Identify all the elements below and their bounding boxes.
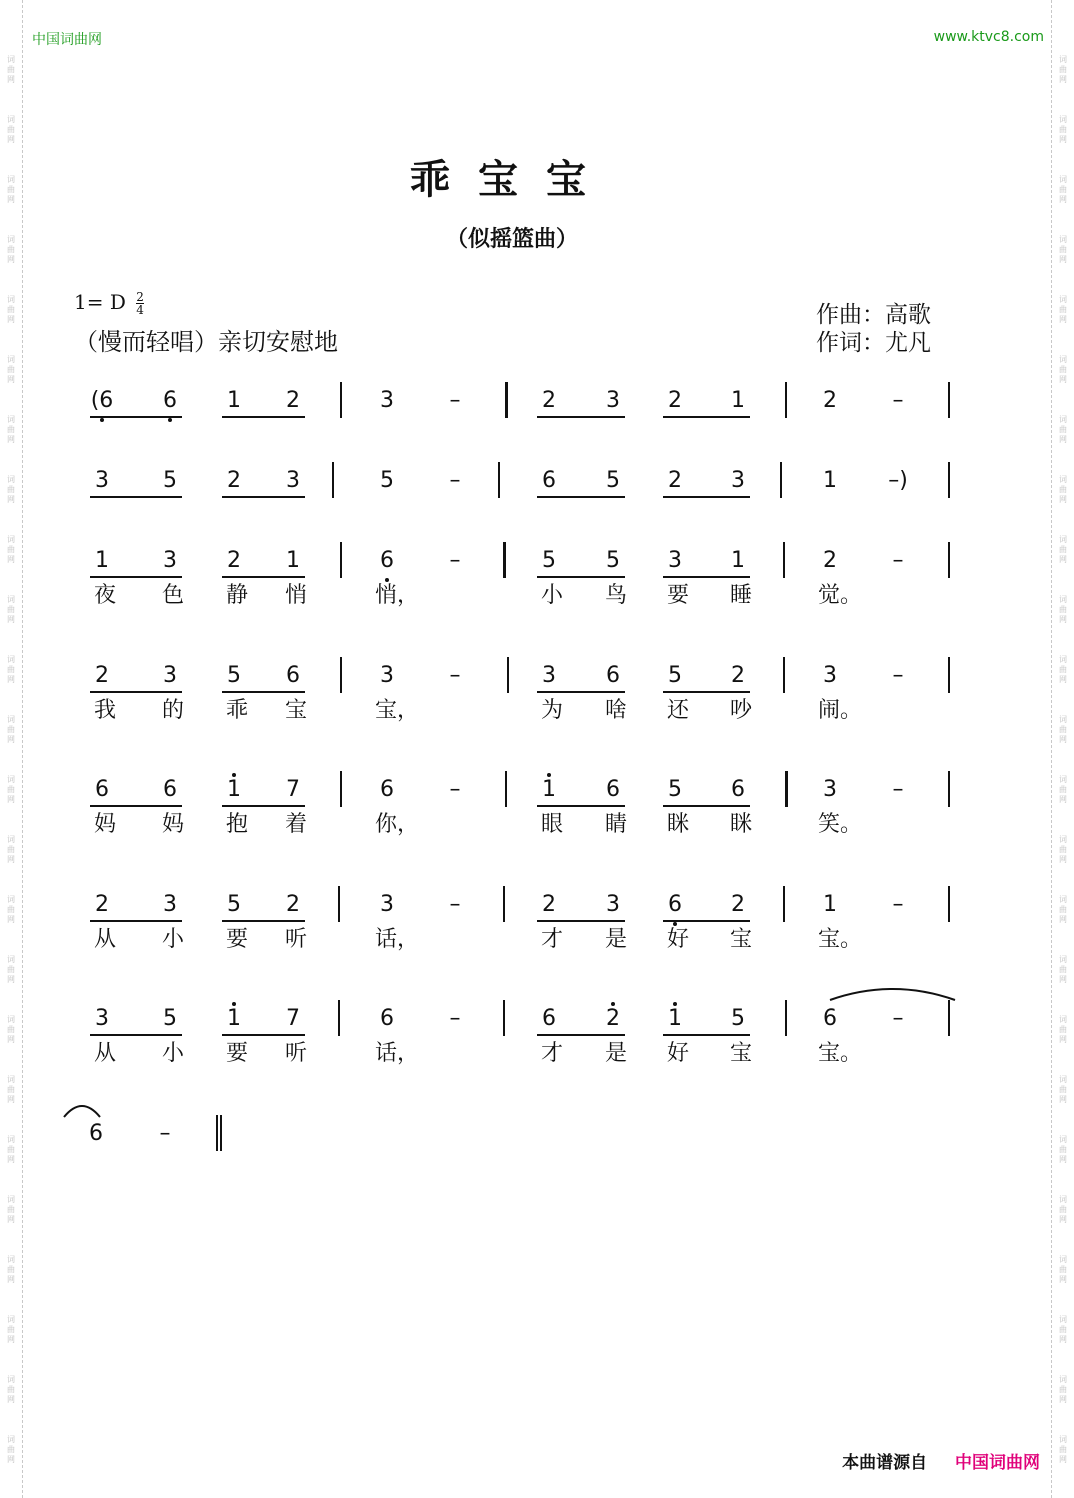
bar-line bbox=[498, 462, 500, 498]
bar-line bbox=[948, 657, 950, 693]
lyric-char: 宝 bbox=[729, 927, 752, 952]
watermark-mark: 词 曲 网 bbox=[7, 175, 15, 204]
score-note: 1 bbox=[731, 388, 745, 413]
watermark-mark: 词 曲 网 bbox=[1059, 1015, 1067, 1044]
lyric-char: 是 bbox=[604, 1041, 627, 1066]
score-note: 1 bbox=[227, 388, 241, 413]
score-note: 3 bbox=[606, 388, 620, 413]
score-note: 5 bbox=[380, 468, 394, 493]
eighth-note-beam bbox=[537, 691, 625, 693]
watermark-mark: 词 曲 网 bbox=[1059, 1375, 1067, 1404]
key-label: 1= D bbox=[74, 290, 126, 314]
score-note: 2 bbox=[668, 468, 682, 493]
song-subtitle: （似摇篮曲） bbox=[445, 226, 578, 252]
watermark-mark: 词 曲 网 bbox=[1059, 1315, 1067, 1344]
score-note: 1 bbox=[823, 468, 837, 493]
eighth-note-beam bbox=[222, 920, 305, 922]
lyric-char: 听 bbox=[284, 1041, 307, 1066]
watermark-mark: 词 曲 网 bbox=[1059, 895, 1067, 924]
watermark-mark: 词 曲 网 bbox=[1059, 175, 1067, 204]
score-note: – bbox=[449, 468, 461, 493]
footer-source bbox=[842, 1448, 1040, 1473]
watermark-mark: 词 曲 网 bbox=[7, 115, 15, 144]
lyric-char: 笑。 bbox=[818, 812, 863, 837]
watermark-mark: 词 曲 网 bbox=[1059, 1435, 1067, 1464]
lyricist-credit: 作词：尤凡 bbox=[816, 330, 931, 356]
watermark-mark: 词 曲 网 bbox=[7, 955, 15, 984]
eighth-note-beam bbox=[222, 691, 305, 693]
eighth-note-beam bbox=[90, 1034, 182, 1036]
bar-line bbox=[340, 771, 342, 807]
watermark-mark: 词 曲 网 bbox=[1059, 595, 1067, 624]
eighth-note-beam bbox=[663, 691, 750, 693]
lyric-char: 为 bbox=[540, 698, 563, 723]
lyric-char: 还 bbox=[666, 698, 689, 723]
watermark-mark: 词 曲 网 bbox=[7, 1255, 15, 1284]
watermark-mark: 词 曲 网 bbox=[7, 895, 15, 924]
score-row bbox=[0, 1121, 1074, 1181]
eighth-note-beam bbox=[90, 691, 182, 693]
eighth-note-beam bbox=[537, 576, 625, 578]
score-note: 2 bbox=[731, 663, 745, 688]
bar-line bbox=[785, 1000, 787, 1036]
score-note: 1 bbox=[537, 777, 561, 803]
bar-line bbox=[340, 657, 342, 693]
score-row bbox=[0, 468, 1074, 528]
bar-line bbox=[340, 382, 342, 418]
bar-line bbox=[338, 886, 340, 922]
watermark-mark: 词 曲 网 bbox=[7, 715, 15, 744]
eighth-note-beam bbox=[537, 805, 625, 807]
eighth-note-beam bbox=[222, 496, 305, 498]
watermark-mark: 词 曲 网 bbox=[7, 655, 15, 684]
lyric-char: 你， bbox=[375, 812, 420, 837]
watermark-mark: 词 曲 网 bbox=[1059, 235, 1067, 264]
lyric-char: 色 bbox=[161, 583, 184, 608]
tie-arc-end-path bbox=[64, 1106, 100, 1117]
watermark-mark: 词 曲 网 bbox=[1059, 115, 1067, 144]
lyric-char: 悄， bbox=[375, 583, 420, 608]
score-row bbox=[0, 388, 1074, 448]
bar-line bbox=[780, 462, 782, 498]
score-note: 2 bbox=[823, 388, 837, 413]
bar-line bbox=[948, 771, 950, 807]
score-note: 6 bbox=[542, 1006, 556, 1031]
watermark-mark: 词 曲 网 bbox=[1059, 775, 1067, 804]
lyric-char: 好 bbox=[666, 927, 689, 952]
score-note: 6 bbox=[606, 777, 620, 802]
lyric-char: 妈 bbox=[161, 812, 184, 837]
score-note: – bbox=[449, 548, 461, 573]
lyric-char: 宝。 bbox=[818, 927, 863, 952]
score-note: 6 bbox=[663, 892, 687, 918]
score-note: 3 bbox=[95, 468, 109, 493]
meter-top: 2 bbox=[136, 290, 144, 304]
score-note: 1 bbox=[731, 548, 745, 573]
bar-line bbox=[948, 886, 950, 922]
score-note: 2 bbox=[286, 892, 300, 917]
watermark-mark: 词 曲 网 bbox=[7, 55, 15, 84]
lyric-char: 才 bbox=[540, 927, 563, 952]
score-note: 6 bbox=[89, 1121, 103, 1146]
watermark-mark: 词 曲 网 bbox=[7, 1075, 15, 1104]
time-signature bbox=[136, 291, 144, 316]
lyric-char: 夜 bbox=[93, 583, 116, 608]
score-note: 6 bbox=[542, 468, 556, 493]
score-row bbox=[0, 1006, 1074, 1066]
score-note: 2 bbox=[731, 892, 745, 917]
watermark-mark: 词 曲 网 bbox=[7, 1015, 15, 1044]
lyric-char: 话， bbox=[375, 927, 420, 952]
lyric-char: 好 bbox=[666, 1041, 689, 1066]
score-note: 5 bbox=[163, 1006, 177, 1031]
lyric-char: 宝， bbox=[375, 698, 420, 723]
lyric-char: 睡 bbox=[729, 583, 752, 608]
eighth-note-beam bbox=[663, 576, 750, 578]
score-note: 6 bbox=[158, 388, 182, 414]
lyric-char: 妈 bbox=[93, 812, 116, 837]
low-octave-dot bbox=[385, 578, 389, 582]
score-note: 2 bbox=[823, 548, 837, 573]
eighth-note-beam bbox=[90, 576, 182, 578]
score-note: 2 bbox=[286, 388, 300, 413]
score-note: 7 bbox=[286, 777, 300, 802]
score-note: 3 bbox=[542, 663, 556, 688]
bar-line bbox=[503, 1000, 505, 1036]
bar-line bbox=[783, 542, 785, 578]
lyric-char: 睛 bbox=[604, 812, 627, 837]
score-note: 5 bbox=[542, 548, 556, 573]
lyric-char: 要 bbox=[225, 927, 248, 952]
score-note: 5 bbox=[227, 663, 241, 688]
watermark-mark: 词 曲 网 bbox=[1059, 535, 1067, 564]
score-note: 3 bbox=[668, 548, 682, 573]
watermark-mark: 词 曲 网 bbox=[7, 355, 15, 384]
lyric-char: 鸟 bbox=[604, 583, 627, 608]
score-note: 3 bbox=[286, 468, 300, 493]
score-note: 3 bbox=[163, 663, 177, 688]
watermark-mark: 词 曲 网 bbox=[7, 235, 15, 264]
footer-source-label: 本曲谱源自 bbox=[842, 1453, 928, 1473]
lyric-char: 着 bbox=[284, 812, 307, 837]
watermark-mark: 词 曲 网 bbox=[7, 475, 15, 504]
lyric-char: 宝 bbox=[284, 698, 307, 723]
score-note: 6 bbox=[286, 663, 300, 688]
score-note: 1 bbox=[663, 1006, 687, 1032]
score-note: – bbox=[892, 663, 904, 688]
watermark-mark: 词 曲 网 bbox=[1059, 55, 1067, 84]
score-note: 2 bbox=[668, 388, 682, 413]
score-note: – bbox=[449, 777, 461, 802]
score-row bbox=[0, 548, 1074, 608]
score-note: 5 bbox=[668, 663, 682, 688]
score-note: 3 bbox=[163, 548, 177, 573]
watermark-mark: 词 曲 网 bbox=[1059, 415, 1067, 444]
composer-credit: 作曲：高歌 bbox=[816, 302, 931, 328]
watermark-mark: 词 曲 网 bbox=[7, 1135, 15, 1164]
lyric-char: 我 bbox=[93, 698, 116, 723]
score-note: – bbox=[449, 663, 461, 688]
eighth-note-beam bbox=[663, 416, 750, 418]
score-note: 3 bbox=[606, 892, 620, 917]
score-row bbox=[0, 892, 1074, 952]
score-note: 2 bbox=[227, 548, 241, 573]
score-note: 5 bbox=[227, 892, 241, 917]
watermark-mark: 词 曲 网 bbox=[7, 1315, 15, 1344]
score-note: 7 bbox=[286, 1006, 300, 1031]
eighth-note-beam bbox=[663, 496, 750, 498]
score-note: 1 bbox=[286, 548, 300, 573]
high-octave-dot bbox=[673, 1002, 677, 1006]
eighth-note-beam bbox=[90, 805, 182, 807]
eighth-note-beam bbox=[222, 1034, 305, 1036]
score-note: 1 bbox=[222, 777, 246, 803]
score-note: 6 bbox=[380, 1006, 394, 1031]
eighth-note-beam bbox=[222, 576, 305, 578]
watermark-mark: 词 曲 网 bbox=[7, 1195, 15, 1224]
score-note: 6 bbox=[163, 777, 177, 802]
footer-source-site[interactable]: 中国词曲网 bbox=[955, 1453, 1040, 1473]
lyric-char: 觉。 bbox=[818, 583, 863, 608]
score-note: 3 bbox=[731, 468, 745, 493]
high-octave-dot bbox=[547, 773, 551, 777]
score-note: 6 bbox=[380, 777, 394, 802]
low-octave-dot bbox=[673, 922, 677, 926]
watermark-mark: 词 曲 网 bbox=[7, 775, 15, 804]
song-title: 乖宝宝 bbox=[410, 156, 614, 203]
lyric-char: 小 bbox=[161, 1041, 184, 1066]
watermark-mark: 词 曲 网 bbox=[7, 295, 15, 324]
watermark-mark: 词 曲 网 bbox=[7, 595, 15, 624]
watermark-mark: 词 曲 网 bbox=[1059, 655, 1067, 684]
bar-line bbox=[785, 771, 788, 807]
score-note: – bbox=[892, 388, 904, 413]
score-note: 3 bbox=[380, 388, 394, 413]
eighth-note-beam bbox=[537, 496, 625, 498]
score-note: 5 bbox=[163, 468, 177, 493]
lyric-char: 吵 bbox=[729, 698, 752, 723]
score-note: – bbox=[159, 1121, 171, 1146]
score-note: – bbox=[449, 892, 461, 917]
score-note: 6 bbox=[95, 777, 109, 802]
bar-line bbox=[505, 382, 508, 418]
bar-line bbox=[503, 542, 506, 578]
lyric-char: 静 bbox=[225, 583, 248, 608]
lyric-char: 宝。 bbox=[818, 1041, 863, 1066]
watermark-mark: 词 曲 网 bbox=[7, 1375, 15, 1404]
eighth-note-beam bbox=[90, 496, 182, 498]
lyric-char: 眼 bbox=[540, 812, 563, 837]
lyric-char: 闹。 bbox=[818, 698, 863, 723]
score-note: 3 bbox=[823, 777, 837, 802]
final-double-bar bbox=[216, 1115, 222, 1151]
score-note: 6 bbox=[375, 548, 399, 574]
score-note: 2 bbox=[95, 892, 109, 917]
score-note: 6 bbox=[731, 777, 745, 802]
bar-line bbox=[507, 657, 509, 693]
watermark-mark: 词 曲 网 bbox=[1059, 1255, 1067, 1284]
watermark-mark: 词 曲 网 bbox=[7, 835, 15, 864]
lyric-char: 小 bbox=[161, 927, 184, 952]
score-note: 5 bbox=[606, 468, 620, 493]
bar-line bbox=[948, 462, 950, 498]
score-note: 5 bbox=[606, 548, 620, 573]
score-note: – bbox=[892, 1006, 904, 1031]
low-octave-dot bbox=[168, 418, 172, 422]
watermark-mark: 词 曲 网 bbox=[1059, 475, 1067, 504]
tie-arc-start-path bbox=[830, 989, 955, 1000]
watermark-mark: 词 曲 网 bbox=[7, 1435, 15, 1464]
key-signature bbox=[74, 290, 144, 316]
site-name-top-left[interactable]: 中国词曲网 bbox=[32, 32, 102, 48]
eighth-note-beam bbox=[537, 920, 625, 922]
lyric-char: 要 bbox=[225, 1041, 248, 1066]
bar-line bbox=[503, 886, 505, 922]
score-note: – bbox=[892, 548, 904, 573]
eighth-note-beam bbox=[90, 416, 182, 418]
score-note: 3 bbox=[163, 892, 177, 917]
eighth-note-beam bbox=[537, 416, 625, 418]
bar-line bbox=[948, 382, 950, 418]
lyric-char: 宝 bbox=[729, 1041, 752, 1066]
lyric-char: 是 bbox=[604, 927, 627, 952]
score-note: (6 bbox=[90, 388, 114, 414]
lyric-char: 从 bbox=[93, 1041, 116, 1066]
bar-line bbox=[783, 657, 785, 693]
score-note: 1 bbox=[222, 1006, 246, 1032]
score-note: 3 bbox=[380, 663, 394, 688]
lyric-char: 小 bbox=[540, 583, 563, 608]
watermark-mark: 词 曲 网 bbox=[7, 535, 15, 564]
lyric-char: 抱 bbox=[225, 812, 248, 837]
watermark-mark: 词 曲 网 bbox=[1059, 835, 1067, 864]
high-octave-dot bbox=[232, 773, 236, 777]
score-note: –) bbox=[888, 468, 908, 493]
score-note: 2 bbox=[227, 468, 241, 493]
high-octave-dot bbox=[611, 1002, 615, 1006]
tempo-marking: （慢而轻唱）亲切安慰地 bbox=[74, 328, 338, 356]
lyric-char: 啥 bbox=[604, 698, 627, 723]
eighth-note-beam bbox=[90, 920, 182, 922]
lyric-char: 话， bbox=[375, 1041, 420, 1066]
score-note: 2 bbox=[542, 892, 556, 917]
lyric-char: 听 bbox=[284, 927, 307, 952]
lyric-char: 眯 bbox=[729, 812, 752, 837]
lyric-char: 从 bbox=[93, 927, 116, 952]
bar-line bbox=[948, 1000, 950, 1036]
score-note: 1 bbox=[823, 892, 837, 917]
right-watermark-strip bbox=[1051, 0, 1074, 1498]
eighth-note-beam bbox=[663, 1034, 750, 1036]
score-note: 3 bbox=[380, 892, 394, 917]
score-note: 6 bbox=[823, 1006, 837, 1031]
lyric-char: 的 bbox=[161, 698, 184, 723]
watermark-mark: 词 曲 网 bbox=[1059, 1075, 1067, 1104]
site-url-top-right[interactable]: www.ktvc8.com bbox=[933, 29, 1044, 45]
eighth-note-beam bbox=[222, 416, 305, 418]
bar-line bbox=[340, 542, 342, 578]
watermark-mark: 词 曲 网 bbox=[1059, 715, 1067, 744]
meter-bottom: 4 bbox=[136, 303, 144, 317]
watermark-mark: 词 曲 网 bbox=[1059, 355, 1067, 384]
score-note: 3 bbox=[95, 1006, 109, 1031]
eighth-note-beam bbox=[222, 805, 305, 807]
bar-line bbox=[785, 382, 787, 418]
score-note: 2 bbox=[601, 1006, 625, 1032]
watermark-mark: 词 曲 网 bbox=[1059, 1135, 1067, 1164]
watermark-mark: 词 曲 网 bbox=[1059, 1195, 1067, 1224]
score-note: – bbox=[449, 1006, 461, 1031]
watermark-mark: 词 曲 网 bbox=[1059, 955, 1067, 984]
score-note: – bbox=[449, 388, 461, 413]
score-note: – bbox=[892, 777, 904, 802]
watermark-mark: 词 曲 网 bbox=[1059, 295, 1067, 324]
eighth-note-beam bbox=[663, 805, 750, 807]
watermark-mark: 词 曲 网 bbox=[7, 415, 15, 444]
score-note: – bbox=[892, 892, 904, 917]
eighth-note-beam bbox=[663, 920, 750, 922]
lyric-char: 要 bbox=[666, 583, 689, 608]
score-note: 6 bbox=[606, 663, 620, 688]
bar-line bbox=[505, 771, 507, 807]
score-note: 2 bbox=[542, 388, 556, 413]
lyric-char: 才 bbox=[540, 1041, 563, 1066]
lyric-char: 悄 bbox=[284, 583, 307, 608]
score-note: 3 bbox=[823, 663, 837, 688]
lyric-char: 乖 bbox=[225, 698, 248, 723]
score-row bbox=[0, 777, 1074, 837]
score-note: 2 bbox=[95, 663, 109, 688]
bar-line bbox=[783, 886, 785, 922]
score-row bbox=[0, 663, 1074, 723]
eighth-note-beam bbox=[537, 1034, 625, 1036]
bar-line bbox=[338, 1000, 340, 1036]
high-octave-dot bbox=[232, 1002, 236, 1006]
bar-line bbox=[948, 542, 950, 578]
score-note: 5 bbox=[668, 777, 682, 802]
score-note: 5 bbox=[731, 1006, 745, 1031]
lyric-char: 眯 bbox=[666, 812, 689, 837]
low-octave-dot bbox=[100, 418, 104, 422]
score-note: 1 bbox=[95, 548, 109, 573]
bar-line bbox=[332, 462, 334, 498]
